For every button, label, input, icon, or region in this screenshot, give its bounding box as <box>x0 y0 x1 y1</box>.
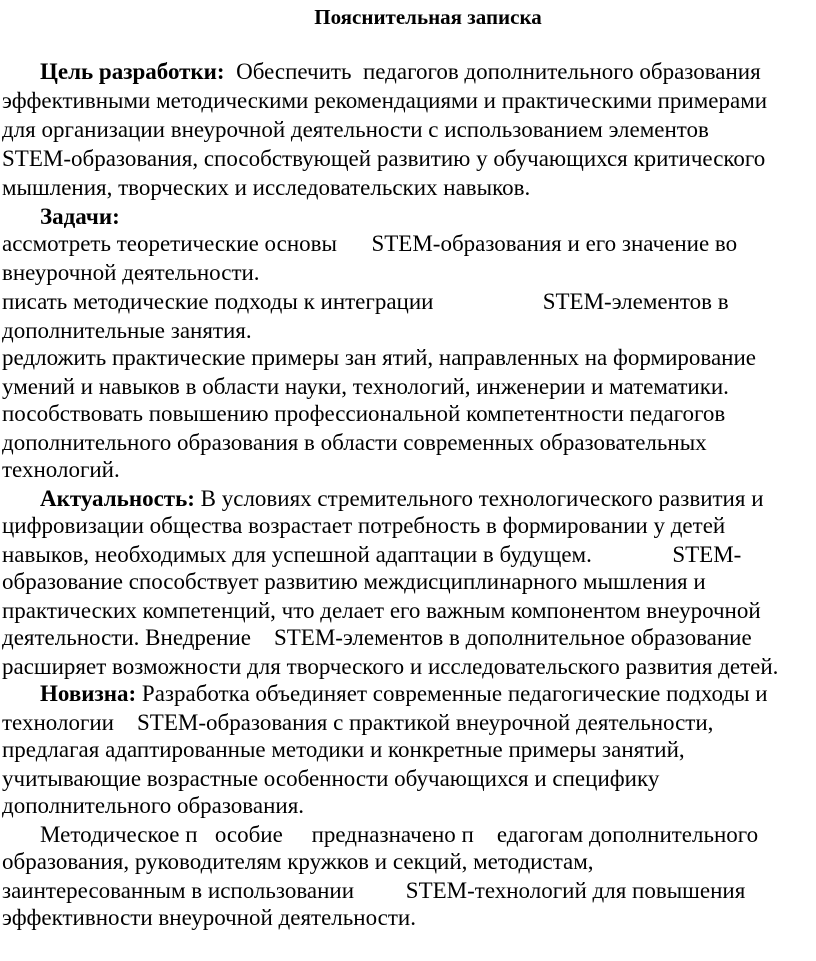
task-line-4: дополнительные занятия. <box>2 318 252 343</box>
goal-text: Обеспечить педагогов дополнительного образования <box>224 59 761 84</box>
goal-label: Цель разработки: <box>40 59 225 84</box>
document-title: Пояснительная записка <box>314 5 542 29</box>
novelty-line-2: технологии STEM-образования с практикой внеурочной деятельности, <box>2 710 714 735</box>
novelty-line-3: предлагая адаптированные методики и конкретные примеры занятий, <box>2 737 685 762</box>
task-line-6: умений и навыков в области науки, технологий, инженерии и математики. <box>2 374 729 399</box>
task-line-9: технологий. <box>2 457 120 482</box>
relevance-line-3: навыков, необходимых для успешной адаптации в будущем. STEM- <box>2 542 742 567</box>
relevance-line-6: деятельности. Внедрение STEM-элементов в дополнительное образование <box>2 625 752 650</box>
audience-line-4: эффективности внеурочной деятельности. <box>2 905 416 930</box>
novelty-line-1 <box>40 680 768 708</box>
goal-line-2: эффективными методическими рекомендациями и практическими примерами <box>2 88 768 113</box>
relevance-text: В условиях стремительного технологического развития и <box>194 486 764 511</box>
tasks-label-text: Задачи: <box>40 204 120 229</box>
goal-line-4: STEM-образования, способствующей развитию у обучающихся критического <box>2 146 766 171</box>
audience-line-1: Методическое п особие предназначено п едагогам дополнительного <box>40 822 759 847</box>
novelty-line-5: дополнительного образования. <box>2 793 305 818</box>
task-line-2: внеурочной деятельности. <box>2 260 260 285</box>
relevance-label: Актуальность: <box>40 486 195 511</box>
novelty-text: Разработка объединяет современные педагогические подходы и <box>136 681 768 706</box>
relevance-line-1 <box>40 485 764 513</box>
task-line-7: пособствовать повышению профессиональной компетентности педагогов <box>2 401 726 426</box>
relevance-line-7: расширяет возможности для творческого и исследовательского развития детей. <box>2 654 779 679</box>
goal-line-5: мышления, творческих и исследовательских навыков. <box>2 175 531 200</box>
goal-line-1 <box>40 58 761 86</box>
novelty-line-4: учитывающие возрастные особенности обучающихся и специфику <box>2 766 660 791</box>
audience-line-2: образования, руководителям кружков и секций, методистам, <box>2 849 594 874</box>
tasks-label <box>40 203 120 231</box>
relevance-line-2: цифровизации общества возрастает потребность в формировании у детей <box>2 513 726 538</box>
goal-line-3: для организации внеурочной деятельности с использованием элементов <box>2 117 709 142</box>
novelty-label: Новизна: <box>40 681 137 706</box>
relevance-line-4: образование способствует развитию междисциплинарного мышления и <box>2 569 706 594</box>
relevance-line-5: практических компетенций, что делает его важным компонентом внеурочной <box>2 598 761 623</box>
task-line-3: писать методические подходы к интеграции STEM-элементов в <box>2 289 729 314</box>
task-line-8: дополнительного образования в области современных образовательных <box>2 430 707 455</box>
task-line-5: редложить практические примеры зан ятий, направленных на формирование <box>2 345 757 370</box>
audience-line-3: заинтересованным в использовании STEM-технологий для повышения <box>2 878 746 903</box>
task-line-1: ассмотреть теоретические основы STEM-образования и его значение во <box>2 231 738 256</box>
